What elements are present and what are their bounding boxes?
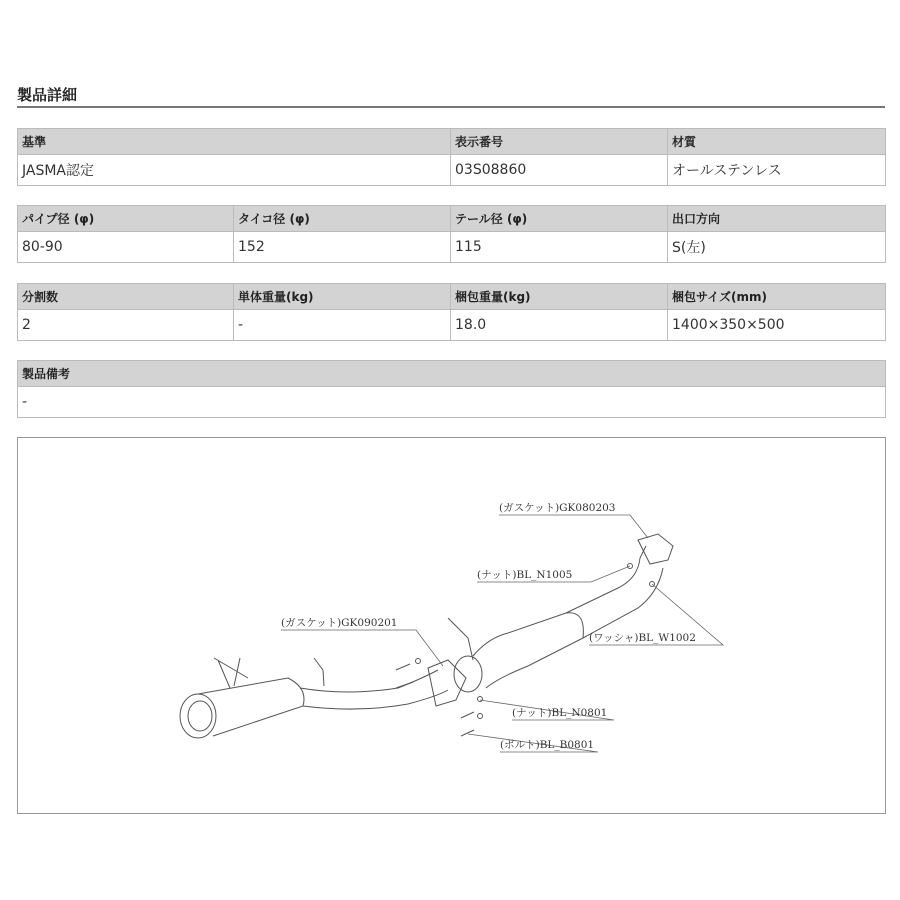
value-display-number: 03S08860 [451, 155, 668, 186]
value-exit-direction: S(左) [668, 232, 886, 263]
header-material: 材質 [668, 129, 886, 155]
value-package-size: 1400×350×500 [668, 310, 886, 341]
header-split-count: 分割数 [18, 284, 234, 310]
title-divider [17, 106, 885, 108]
table-header-row [18, 206, 886, 232]
header-exit-direction: 出口方向 [668, 206, 886, 232]
header-muffler-diameter: タイコ径 (φ) [234, 206, 451, 232]
label-gasket-gk090201: (ガスケット)GK090201 [281, 617, 398, 629]
table-row [18, 387, 886, 418]
value-package-weight: 18.0 [451, 310, 668, 341]
header-pipe-diameter: パイプ径 (φ) [18, 206, 234, 232]
header-unit-weight: 単体重量(kg) [234, 284, 451, 310]
header-package-size: 梱包サイズ(mm) [668, 284, 886, 310]
value-split-count: 2 [18, 310, 234, 341]
exhaust-illustration [18, 438, 885, 813]
label-washer-bl-w1002: (ワッシャ)BL_W1002 [589, 632, 696, 644]
table-header-row [18, 284, 886, 310]
spec-table-notes [17, 360, 886, 418]
value-standard: JASMA認定 [18, 155, 451, 186]
header-package-weight: 梱包重量(kg) [451, 284, 668, 310]
label-gasket-gk080203: (ガスケット)GK080203 [499, 502, 616, 514]
gasket-gk090201 [428, 660, 466, 706]
spec-table-weights [17, 283, 886, 341]
label-bolt-bl-b0801: (ボルト)BL_B0801 [500, 739, 595, 751]
gasket-gk080203 [638, 534, 673, 564]
value-muffler-diameter: 152 [234, 232, 451, 263]
exhaust-parts-diagram [17, 437, 886, 814]
header-display-number: 表示番号 [451, 129, 668, 155]
header-tail-diameter: テール径 (φ) [451, 206, 668, 232]
label-nut-bl-n1005: (ナット)BL_N1005 [477, 569, 573, 581]
table-header-row [18, 129, 886, 155]
tail-tip [180, 694, 216, 738]
header-standard: 基準 [18, 129, 451, 155]
section-title: 製品詳細 [17, 86, 78, 104]
table-row [18, 232, 886, 263]
value-unit-weight: - [234, 310, 451, 341]
header-notes: 製品備考 [18, 361, 886, 387]
label-nut-bl-n0801: (ナット)BL_N0801 [512, 707, 608, 719]
spec-table-diameters [17, 205, 886, 263]
value-pipe-diameter: 80-90 [18, 232, 234, 263]
value-material: オールステンレス [668, 155, 886, 186]
spec-table-standard [17, 128, 886, 186]
value-notes: - [18, 387, 886, 418]
table-row [18, 310, 886, 341]
table-header-row [18, 361, 886, 387]
table-row [18, 155, 886, 186]
value-tail-diameter: 115 [451, 232, 668, 263]
